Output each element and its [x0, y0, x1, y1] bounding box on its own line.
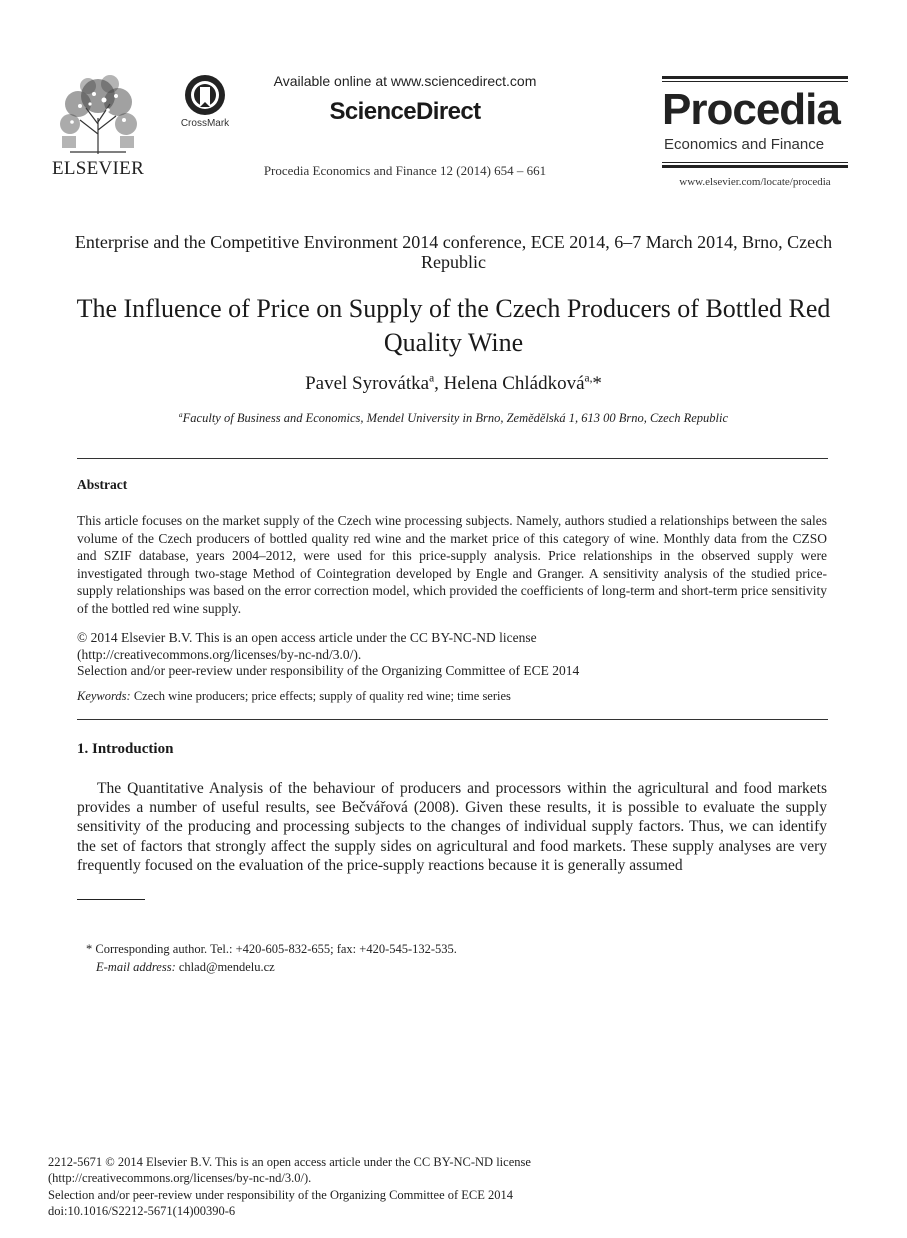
procedia-name: Procedia	[662, 85, 840, 134]
affiliation-marker: a	[429, 372, 435, 385]
intro-text: The Quantitative Analysis of the behaviour of producers and processors within the agricultural and food markets provides a number of useful results, see Bečvářová (2008). Given these results, it is possible to evaluate the supply sensitivity of the producing and processing subjects to the changes of individual supply factors. Thus, we can identify the set of factors that strongly affect the supply sides on agricultural and food markets. These supply analyses are very frequently focused on the evaluation of the price-supply reactions because it is generally assumed	[77, 780, 827, 874]
license-link[interactable]: (http://creativecommons.org/licenses/by-nc-nd/3.0/).	[48, 1171, 312, 1186]
abstract-text: This article focuses on the market supply of the Czech wine processing subjects. Namely, authors studied a relationships between the sales volume of the Czech producers of bottled quality red wine and the market price of this category of wine. Monthly data from the CZSO and SZIF database, years 2004–2012, were used for this price-supply analysis. Price relationships in the observed supply were investigated through two-stage Method of Cointegration developed by Engle and Granger. A sensitivity analysis of the studied price-supply relationships was based on the error correction model, which provided the coefficients of long-term and short-term price sensitivity of the bottled red wine supply.	[77, 513, 827, 616]
email-label: E-mail address:	[96, 959, 176, 974]
elsevier-logo	[50, 74, 146, 180]
corresponding-author-note: * Corresponding author. Tel.: +420-605-832-655; fax: +420-545-132-535.	[86, 942, 457, 956]
publisher-name: ELSEVIER	[51, 158, 145, 179]
corresponding-marker: *	[592, 373, 602, 394]
procedia-rule-top-thin	[662, 81, 848, 82]
author-name: Helena Chládková	[443, 373, 585, 394]
bottom-legal	[48, 1154, 848, 1219]
divider-top	[77, 458, 828, 459]
author-name: Pavel Syrovátka	[305, 373, 430, 394]
procedia-subtitle: Economics and Finance	[664, 136, 825, 153]
footnote-rule	[77, 899, 145, 900]
divider-bottom	[77, 719, 828, 720]
crossmark-badge[interactable]	[176, 74, 234, 134]
procedia-rule-mid-thin	[662, 162, 848, 163]
crossmark-icon	[176, 74, 234, 118]
license-link[interactable]: (http://creativecommons.org/licenses/by-nc-nd/3.0/).	[77, 646, 362, 662]
sciencedirect-logo[interactable]: ScienceDirect	[329, 98, 481, 125]
affiliation-text: Faculty of Business and Economics, Mendel University in Brno, Zemědělská 1, 613 00 Brno, Czech Republic	[182, 411, 729, 425]
author-separator: ,	[434, 373, 444, 394]
issn-license-line: 2212-5671 © 2014 Elsevier B.V. This is an open access article under the CC BY-NC-ND license	[48, 1155, 531, 1169]
peer-review-line: Selection and/or peer-review under responsibility of the Organizing Committee of ECE 2014	[48, 1187, 514, 1202]
doi[interactable]: doi:10.1016/S2212-5671(14)00390-6	[48, 1203, 236, 1218]
email-address[interactable]: chlad@mendelu.cz	[175, 959, 275, 974]
section-heading: 1. Introduction	[77, 741, 174, 757]
crossmark-label: CrossMark	[180, 118, 230, 129]
keywords-label: Keywords:	[77, 689, 131, 703]
affiliation-marker: a	[178, 409, 183, 419]
author-list	[60, 373, 847, 395]
keywords-text: Czech wine producers; price effects; supply of quality red wine; time series	[130, 689, 511, 703]
affiliation	[60, 411, 847, 426]
license-line: © 2014 Elsevier B.V. This is an open access article under the CC BY-NC-ND license	[77, 630, 537, 645]
license-block	[77, 630, 827, 680]
procedia-logo	[662, 76, 848, 190]
keywords	[77, 689, 827, 704]
email-line	[86, 959, 786, 977]
procedia-url[interactable]: www.elsevier.com/locate/procedia	[679, 176, 831, 188]
elsevier-tree-icon	[50, 74, 146, 156]
license-line: Selection and/or peer-review under responsibility of the Organizing Committee of ECE 2014	[77, 663, 580, 678]
affiliation-marker: a,	[584, 372, 593, 385]
procedia-rule-top	[662, 76, 848, 79]
conference-line: Enterprise and the Competitive Environment 2014 conference, ECE 2014, 6–7 March 2014, Brno, Czech Republic	[74, 232, 833, 272]
paper-title: The Influence of Price on Supply of the Czech Producers of Bottled Red Quality Wine	[76, 294, 831, 357]
journal-reference: Procedia Economics and Finance 12 (2014) 654 – 661	[263, 163, 547, 178]
footnote	[86, 941, 786, 976]
abstract-heading: Abstract	[77, 477, 128, 492]
procedia-rule-mid	[662, 165, 848, 168]
available-online[interactable]: Available online at www.sciencedirect.com	[273, 73, 537, 89]
